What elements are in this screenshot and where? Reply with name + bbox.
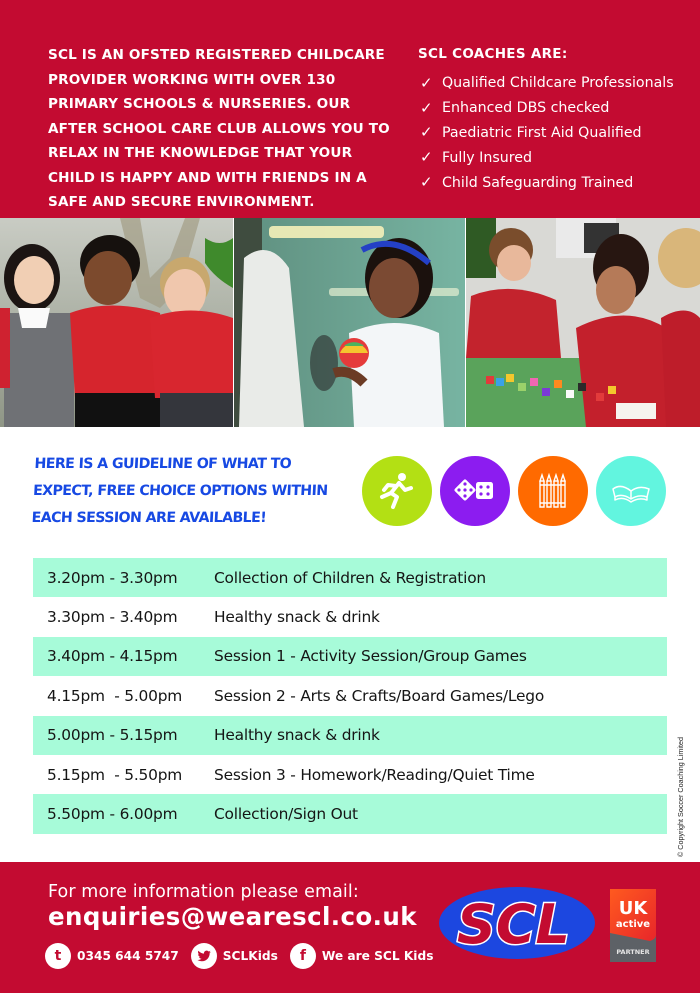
coaches-list-item — [418, 71, 698, 96]
telephone-icon: t — [45, 943, 71, 969]
scl-logo — [437, 883, 597, 963]
dice-icon — [440, 456, 510, 526]
schedule-activity: Collection/Sign Out — [214, 805, 358, 824]
schedule-row — [33, 637, 667, 676]
coaches-item-label: Fully Insured — [442, 149, 532, 166]
schedule-row — [33, 597, 667, 636]
scl-logo-text: SCL — [457, 893, 570, 956]
phone-link[interactable] — [45, 943, 179, 969]
girl-with-ball-photo — [234, 218, 465, 427]
checkmark-icon: ✓ — [420, 148, 433, 167]
coaches-title: SCL COACHES ARE: — [418, 46, 568, 62]
coaches-item-label: Paediatric First Aid Qualified — [442, 124, 642, 141]
ukactive-partner-badge — [610, 889, 656, 962]
coaches-panel — [418, 43, 698, 195]
schedule-time: 3.40pm - 4.15pm — [47, 647, 178, 666]
schedule-activity: Session 2 - Arts & Crafts/Board Games/Lego — [214, 686, 545, 705]
checkmark-icon: ✓ — [420, 173, 433, 192]
coaches-list-item — [418, 121, 698, 146]
schedule-time: 3.20pm - 3.30pm — [47, 568, 178, 587]
checkmark-icon: ✓ — [420, 73, 433, 92]
coaches-item-label: Enhanced DBS checked — [442, 100, 610, 117]
schedule-time: 3.30pm - 3.40pm — [47, 608, 178, 627]
guideline-text: HERE IS A GUIDELINE OF WHAT TO EXPECT, FREE CHOICE OPTIONS WITHIN EACH SESSION ARE AVAILABLE! — [31, 456, 328, 526]
crayons-icon — [518, 456, 588, 526]
schedule-activity: Session 3 - Homework/Reading/Quiet Time — [214, 765, 535, 784]
checkmark-icon: ✓ — [420, 98, 433, 117]
intro-text: SCL IS AN OFSTED REGISTERED CHILDCARE PROVIDER WORKING WITH OVER 130 PRIMARY SCHOOLS & NURSERIES. OUR AFTER SCHOOL CARE CLUB ALLOWS YOU TO RELAX IN THE KNOWLEDGE THAT YOUR CHILD IS HAPPY AND WITH FRIENDS IN A SAFE AND SECURE ENVIRONMENT. — [48, 47, 390, 210]
coaches-list — [418, 71, 698, 195]
schedule-row — [33, 755, 667, 794]
children-building-cubes-photo — [466, 218, 700, 427]
checkmark-icon: ✓ — [420, 123, 433, 142]
phone-number: 0345 644 5747 — [77, 949, 179, 963]
coaches-list-item — [418, 145, 698, 170]
twitter-bird-icon — [191, 943, 217, 969]
photo-strip — [0, 218, 700, 427]
schedule-row — [33, 794, 667, 833]
schedule-activity: Healthy snack & drink — [214, 726, 380, 745]
facebook-page-name: We are SCL Kids — [321, 949, 434, 963]
schedule-time: 5.15pm - 5.50pm — [47, 765, 183, 784]
schedule-row — [33, 716, 667, 755]
social-links — [45, 942, 445, 970]
facebook-link[interactable] — [290, 943, 434, 969]
copyright-notice: © Copyright Soccer Coaching Limited — [676, 737, 685, 857]
facebook-icon: f — [290, 943, 316, 969]
twitter-handle: SCLKids — [222, 949, 278, 963]
running-person-icon — [362, 456, 432, 526]
contact-email-link[interactable]: enquiries@wearescl.co.uk — [48, 902, 417, 931]
schedule-table — [33, 558, 667, 834]
coaches-item-label: Qualified Childcare Professionals — [442, 75, 674, 92]
schedule-activity: Collection of Children & Registration — [214, 568, 486, 587]
schedule-time: 4.15pm - 5.00pm — [47, 686, 183, 705]
ukactive-active-text: active — [615, 919, 651, 930]
open-book-icon — [596, 456, 666, 526]
schedule-activity: Session 1 - Activity Session/Group Games — [214, 647, 527, 666]
contact-lead: For more information please email: — [48, 882, 359, 902]
ukactive-partner-label: PARTNER — [616, 948, 650, 956]
children-smiling-photo — [0, 218, 233, 427]
schedule-row — [33, 676, 667, 715]
coaches-item-label: Child Safeguarding Trained — [442, 174, 634, 191]
schedule-row — [33, 558, 667, 597]
schedule-activity: Healthy snack & drink — [214, 608, 380, 627]
schedule-time: 5.50pm - 6.00pm — [47, 805, 178, 824]
coaches-list-item — [418, 96, 698, 121]
schedule-time: 5.00pm - 5.15pm — [47, 726, 178, 745]
coaches-list-item — [418, 170, 698, 195]
twitter-link[interactable] — [191, 943, 278, 969]
ukactive-uk-text: UK — [618, 898, 648, 919]
header-banner — [0, 0, 700, 218]
